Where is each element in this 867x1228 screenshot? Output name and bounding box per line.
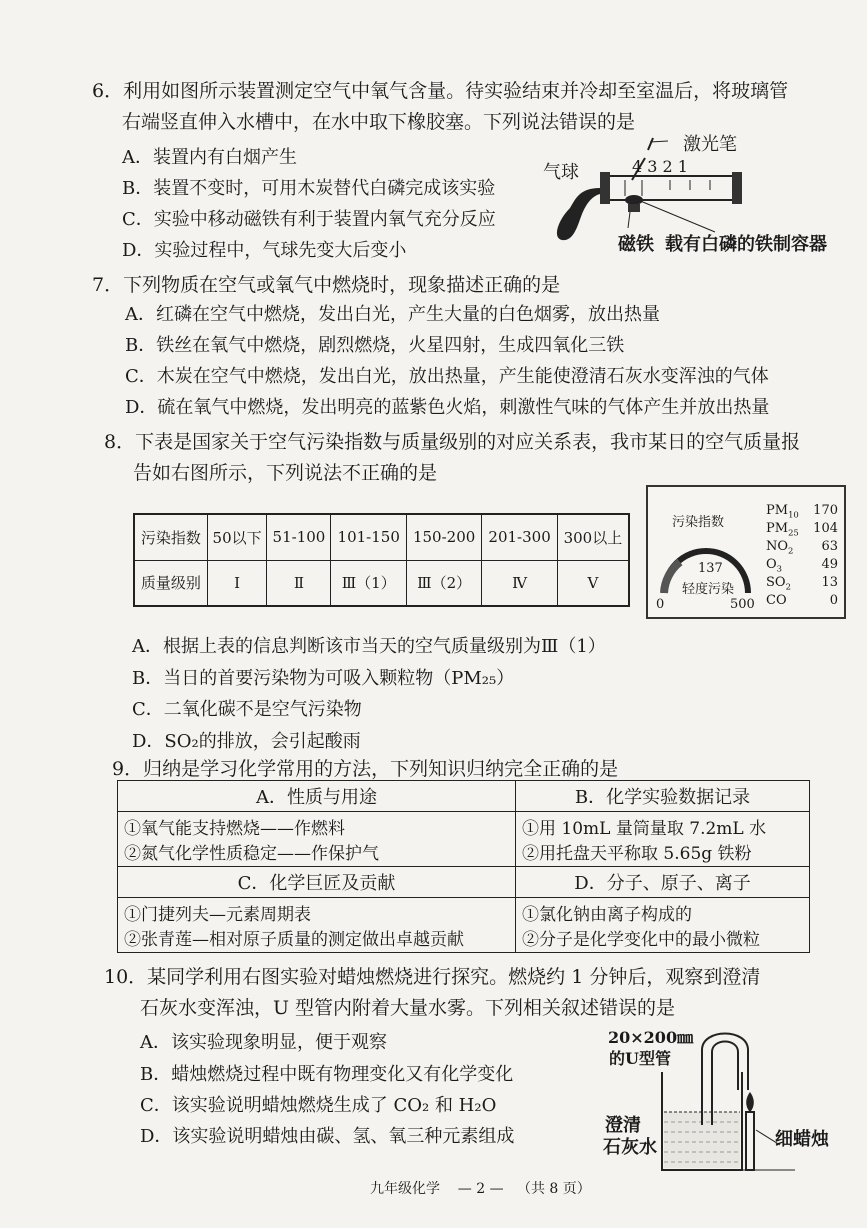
pollutant-name: $PM_{25}$ [766,521,799,538]
table-cell: 201-300 [482,514,557,560]
q6-stem-line2: 右端竖直伸入水槽中，在水中取下橡胶塞。下列说法错误的是 [122,111,636,133]
table-cell: Ⅴ [557,560,629,606]
pollutant-value: 49 [821,557,838,572]
q8-air-quality-report [646,485,846,619]
table-cell: Ⅱ [267,560,331,606]
q8-option-c: C．二氧化碳不是空气污染物 [132,699,362,720]
q9-stem: 9．归纳是学习化学常用的方法，下列知识归纳完全正确的是 [112,758,619,780]
q6-option-d: D．实验过程中，气球先变大后变小 [122,240,407,261]
report-pollutant-list [766,503,838,611]
c-item-1: ①门捷列夫—元素周期表 [124,905,311,925]
table-row [118,867,810,898]
table-row [134,514,629,560]
pollutant-value: 13 [821,575,838,590]
a-item-1: ①氧气能支持燃烧——作燃料 [124,819,345,839]
pollutant-row [766,593,838,611]
d-item-2: ②分子是化学变化中的最小微粒 [522,930,760,950]
q10-option-b: B．蜡烛燃烧过程中既有物理变化又有化学变化 [140,1064,514,1085]
c-item-2: ②张青莲—相对原子质量的测定做出卓越贡献 [124,930,464,950]
q10-label-lime-1: 澄清 [605,1115,641,1136]
report-level: 轻度污染 [682,582,735,597]
table-cell: 质量级别 [134,560,207,606]
table-cell: 50以下 [207,514,267,560]
table-row [118,781,810,812]
b-item-2: ②用托盘天平称取 5.65g 铁粉 [522,844,752,864]
q6-option-c: C．实验中移动磁铁有利于装置内氧气充分反应 [122,209,496,230]
q7-option-b: B．铁丝在氧气中燃烧，剧烈燃烧，火星四射，生成四氧化三铁 [125,335,625,356]
q6-label-balloon: 气球 [543,162,579,183]
table-row [134,560,629,606]
q6-label-laser: 激光笔 [683,134,737,155]
q8-stem-line2: 告如右图所示，下列说法不正确的是 [133,462,438,484]
q10-option-d: D．该实验说明蜡烛由碳、氢、氧三种元素组成 [140,1126,515,1147]
q10-stem-line1: 10．某同学利用右图实验对蜡烛燃烧进行探究。燃烧约 1 分钟后，观察到澄清 [104,966,761,988]
table-cell-d-content [516,898,810,953]
pollutant-row [766,539,838,557]
table-cell: Ⅰ [207,560,267,606]
report-value: 137 [698,561,723,576]
pollutant-name: $SO_2$ [766,575,791,592]
q6-option-b: B．装置不变时，可用木炭替代白磷完成该实验 [122,178,496,199]
pollutant-name: CO [766,593,787,608]
pollutant-row [766,575,838,593]
q10-label-candle: 细蜡烛 [775,1129,829,1150]
q6-label-scale: 4 3 2 1 [632,157,688,176]
q6-label-magnet: 磁铁 [618,234,654,255]
q7-option-c: C．木炭在空气中燃烧，发出白光，放出热量，产生能使澄清石灰水变浑浊的气体 [125,366,769,387]
table-cell: Ⅲ（2） [406,560,481,606]
q10-label-lime-2: 石灰水 [603,1137,657,1158]
q7-option-d: D．硫在氧气中燃烧，发出明亮的蓝紫色火焰，刺激性气味的气体产生并放出热量 [125,397,770,418]
table-cell: 51-100 [267,514,331,560]
table-cell-c-content [118,898,516,953]
table-cell-c-head: C．化学巨匠及贡献 [118,867,516,898]
pollutant-name: $O_3$ [766,557,783,574]
page-footer: 九年级化学 — 2 — （共 8 页） [370,1181,591,1197]
pollutant-name: $PM_{10}$ [766,503,799,520]
table-row [118,898,810,953]
q8-pollution-table [133,513,630,607]
table-cell: Ⅲ（1） [331,560,406,606]
q7-option-a: A．红磷在空气中燃烧，发出白光，产生大量的白色烟雾，放出热量 [125,304,660,325]
q10-label-tube-name: 的U型管 [609,1049,671,1068]
q6-stem-line1: 6．利用如图所示装置测定空气中氧气含量。待实验结束并冷却至室温后，将玻璃管 [92,80,789,102]
table-cell: Ⅳ [482,560,557,606]
pollutant-value: 63 [821,539,838,554]
report-title: 污染指数 [672,515,725,530]
table-cell-a-content [118,812,516,867]
q8-option-d: D．SO₂的排放，会引起酸雨 [132,731,361,752]
table-cell: 300以上 [557,514,629,560]
report-min: 0 [656,597,665,612]
a-item-2: ②氮气化学性质稳定——作保护气 [124,844,379,864]
q6-label-container: 载有白磷的铁制容器 [665,234,827,255]
q8-stem-line1: 8．下表是国家关于空气污染指数与质量级别的对应关系表，我市某日的空气质量报 [104,431,801,453]
table-cell: 101-150 [331,514,406,560]
table-cell-a-head: A．性质与用途 [118,781,516,812]
pollutant-value: 0 [829,593,838,608]
q8-option-b: B．当日的首要污染物为可吸入颗粒物（PM₂₅） [132,668,515,689]
pollutant-value: 170 [813,503,838,518]
table-cell-d-head: D．分子、原子、离子 [516,867,810,898]
q10-option-a: A．该实验现象明显，便于观察 [140,1032,387,1053]
pollutant-name: $NO_2$ [766,539,794,556]
q8-option-a: A．根据上表的信息判断该市当天的空气质量级别为Ⅲ（1） [132,636,606,657]
q10-label-tube-size: 20×200㎜ [608,1028,694,1047]
table-cell: 150-200 [406,514,481,560]
b-item-1: ①用 10mL 量筒量取 7.2mL 水 [522,819,767,839]
q7-stem: 7．下列物质在空气或氧气中燃烧时，现象描述正确的是 [92,274,561,296]
q10-option-c: C．该实验说明蜡烛燃烧生成了 CO₂ 和 H₂O [140,1095,497,1116]
pollutant-row [766,503,838,521]
pollutant-row [766,557,838,575]
table-row [118,812,810,867]
q9-knowledge-table [117,780,810,953]
d-item-1: ①氯化钠由离子构成的 [522,905,692,925]
table-cell-b-head: B．化学实验数据记录 [516,781,810,812]
q6-option-a: A．装置内有白烟产生 [122,147,297,168]
pollutant-value: 104 [813,521,838,536]
report-max: 500 [730,597,755,612]
q10-stem-line2: 石灰水变浑浊，U 型管内附着大量水雾。下列相关叙述错误的是 [140,997,676,1019]
pollutant-row [766,521,838,539]
table-cell-b-content [516,812,810,867]
table-cell: 污染指数 [134,514,207,560]
